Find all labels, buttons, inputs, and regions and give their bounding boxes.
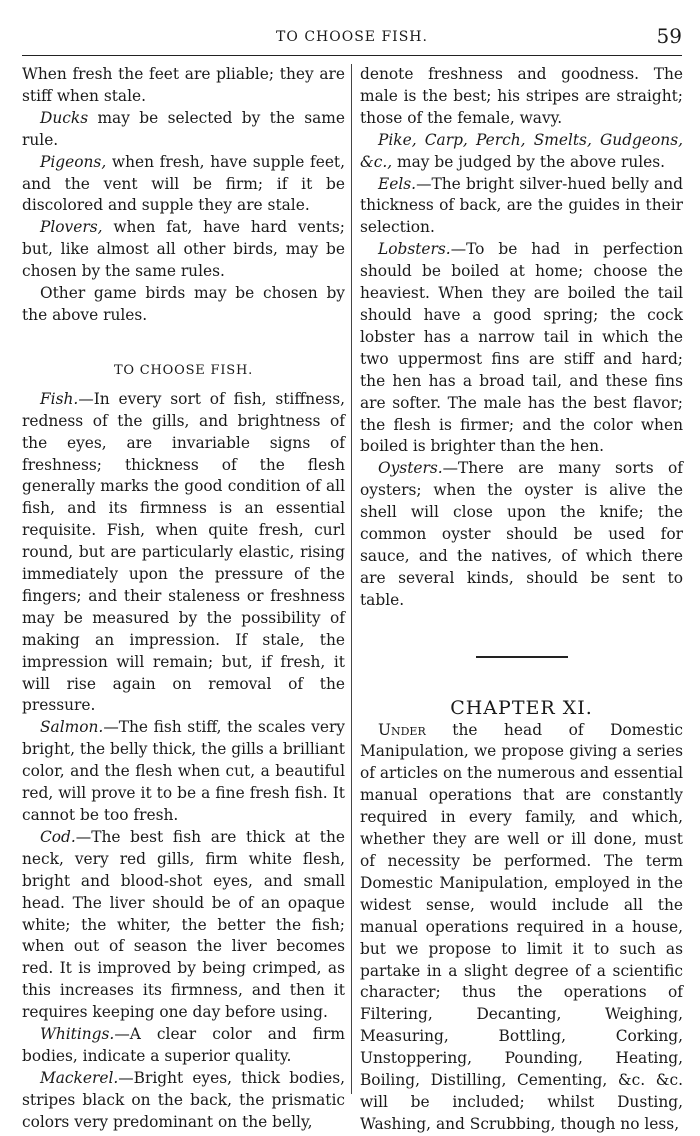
entry-term: Fish.: [40, 389, 79, 408]
paragraph-pike: [360, 130, 683, 174]
chapter-heading: CHAPTER XI.: [450, 696, 593, 719]
paragraph-text: Other game birds may be chosen by the above rules.: [22, 284, 345, 324]
entry-text: —The fish stiff, the scales very bright, the belly thick, the gills a brilliant color, and the flesh when cut, a beautiful red, will prove it to be a fine fresh fish. It cannot be too fresh.: [22, 718, 345, 824]
left-column: [22, 64, 345, 1134]
page-number: 59: [656, 24, 682, 48]
paragraph-lobsters: [360, 239, 683, 458]
entry-text: may be selected by the same rule.: [22, 108, 345, 149]
column-rule: [351, 64, 352, 1094]
paragraph: [22, 64, 345, 108]
entry-text: when fresh, have supple feet, and the vent will be firm; if it be discolored and supple they are stale.: [22, 152, 345, 215]
paragraph-mackerel: [22, 1068, 345, 1134]
entry-text: —A clear color and firm bodies, indicate a superior quality.: [22, 1025, 345, 1065]
paragraph-eels: [360, 174, 683, 240]
section-divider: [476, 656, 568, 658]
right-column: [360, 64, 683, 1136]
header-rule: [22, 55, 682, 56]
paragraph-other-game: [22, 283, 345, 327]
paragraph-text: denote freshness and goodness. The male is the best; his stripes are straight; those of the female, wavy.: [360, 65, 683, 127]
entry-term: Plovers,: [40, 218, 103, 237]
entry-term: Cod.: [40, 827, 76, 846]
entry-term: Pigeons,: [40, 152, 107, 171]
paragraph-text: When fresh the feet are pliable; they are stiff when stale.: [22, 65, 345, 105]
paragraph-salmon: [22, 717, 345, 827]
entry-term: Salmon.: [40, 718, 104, 737]
entry-text: —The best fish are thick at the neck, very red gills, firm white flesh, bright and blood-shot eyes, and small head. The liver should be of an opaque white; the whiter, the better the fish; when out of season the liver becomes red. It is improved by being crimped, as this increases its firmness, and then it requires keeping one day before using.: [22, 827, 345, 1022]
paragraph-whitings: [22, 1024, 345, 1068]
entry-term: Ducks: [40, 108, 89, 127]
entry-text: —To be had in perfection should be boiled at home; choose the heaviest. When they are boiled the tail should have a good spring; the cock lobster has a narrow tail in which the two uppermost fins are stiff and hard; the hen has a broad tail, and these fins are softer. The male has the best flavor; the flesh is firmer; and the color when boiled is brighter than the hen.: [360, 240, 683, 456]
paragraph-under: [360, 720, 683, 1136]
entry-term: Lobsters.: [378, 240, 451, 259]
paragraph-text: the head of Domestic Manipulation, we propose giving a series of articles on the numerous and essential manual operations that are constantly required in every family, and which, whether they are well or ill done, must of necessity be performed. The term Domestic Manipulation, employed in the widest sense, would include all the manual operations required in a house, but we propose to limit it to such as partake in a slight degree of a scientific character; thus the operations of Filtering, Decanting, Weighing, Measuring, Bottling, Corking, Unstoppering, Pounding, Heating, Boiling, Distilling, Cementing, &c. &c. will be included; whilst Dusting, Washing, and Scrubbing, though no less,: [360, 720, 683, 1133]
paragraph-fish: [22, 389, 345, 718]
entry-text: when fat, have hard vents; but, like almost all other birds, may be chosen by the same rules.: [22, 218, 345, 281]
entry-text: —Bright eyes, thick bodies, stripes black on the back, the prismatic colors very predominant on the belly,: [22, 1068, 345, 1131]
entry-term: Whitings.: [40, 1025, 115, 1044]
entry-term: Eels.: [378, 174, 417, 193]
section-heading: TO CHOOSE FISH.: [113, 362, 254, 378]
drop-word: Under: [378, 720, 426, 739]
entry-term: Mackerel.: [40, 1068, 119, 1087]
page-header: [22, 24, 682, 54]
entry-term: Pike, Carp, Perch, Smelts, Gudgeons, &c.,: [360, 130, 683, 171]
paragraph-cod: [22, 827, 345, 1024]
paragraph-plovers: [22, 217, 345, 283]
paragraph-oysters: [360, 458, 683, 611]
paragraph: [360, 64, 683, 130]
paragraph-pigeons: [22, 152, 345, 218]
entry-text: —The bright silver-hued belly and thickness of back, are the guides in their selection.: [360, 174, 683, 237]
entry-term: Oysters.: [378, 459, 443, 478]
entry-text: may be judged by the above rules.: [392, 152, 666, 171]
running-head: TO CHOOSE FISH.: [276, 29, 428, 45]
entry-text: —There are many sorts of oysters; when the oyster is alive the shell will close upon the knife; the common oyster should be used for sauce, and the natives, of which there are several kinds, should be sent to table.: [360, 459, 683, 609]
paragraph-ducks: [22, 108, 345, 152]
entry-text: —In every sort of fish, stiffness, redness of the gills, and brightness of the eyes, are invariable signs of freshness; thickness of the flesh generally marks the good condition of all fish, and its firmness is an essential requisite. Fish, when quite fresh, curl round, but are particularly elastic, rising immediately upon the pressure of the fingers; and their staleness or freshness may be measured by the possibility of making an impression. If stale, the impression will remain; but, if fresh, it will rise again on removal of the pressure.: [22, 389, 345, 715]
